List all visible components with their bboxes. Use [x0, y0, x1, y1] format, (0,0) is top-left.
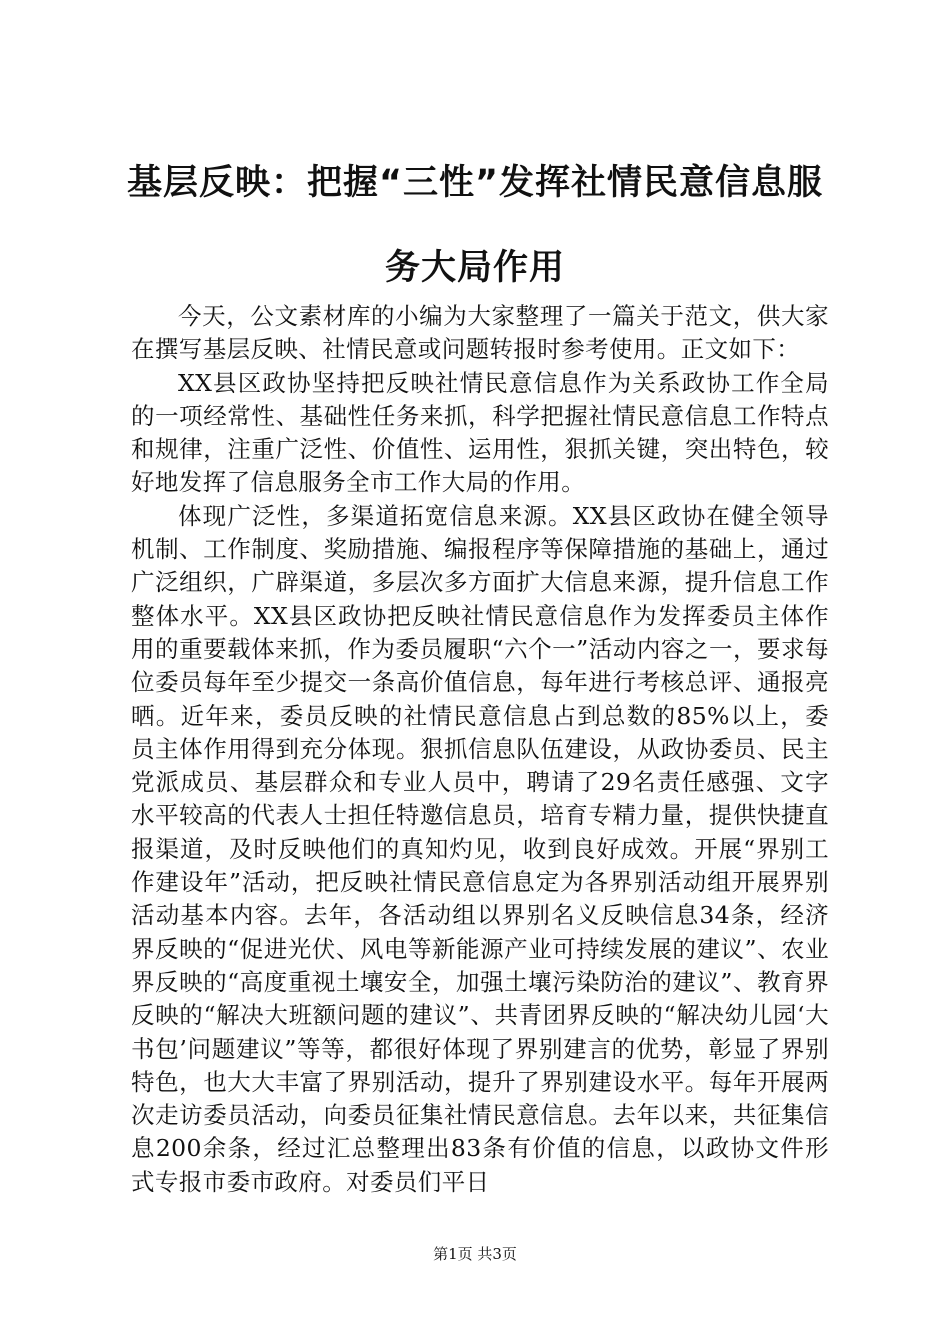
- document-title-line-2: 务大局作用: [384, 248, 565, 288]
- document-title-line-1: 基层反映：把握“三性”发挥社情民意信息服: [126, 163, 823, 203]
- paragraph-breadth: 体现广泛性，多渠道拓宽信息来源。XX县区政协在健全领导机制、工作制度、奖励措施、编报程序等保障措施的基础上，通过广泛组织，广辟渠道，多层次多方面扩大信息来源，提升信息工作整体水平。XX县区政协把反映社情民意信息作为发挥委员主体作用的重要载体来抓，作为委员履职“六个一”活动内容之一，要求每位委员每年至少提交一条高价值信息，每年进行考核总评、通报亮晒。近年来，委员反映的社情民意信息占到总数的85%以上，委员主体作用得到充分体现。狠抓信息队伍建设，从政协委员、民主党派成员、基层群众和专业人员中，聘请了29名责任感强、文字水平较高的代表人士担任特邀信息员，培育专精力量，提供快捷直报渠道，及时反映他们的真知灼见，收到良好成效。开展“界别工作建设年”活动，把反映社情民意信息定为各界别活动组开展界别活动基本内容。去年，各活动组以界别名义反映信息34条，经济界反映的“促进光伏、风电等新能源产业可持续发展的建议”、农业界反映的“高度重视土壤安全，加强土壤污染防治的建议”、教育界反映的“解决大班额问题的建议”、共青团界反映的“解决幼儿园‘大书包’问题建议”等等，都很好体现了界别建言的优势，彰显了界别特色，也大大丰富了界别活动，提升了界别建设水平。每年开展两次走访委员活动，向委员征集社情民意信息。去年以来，共征集信息200余条，经过汇总整理出83条有价值的信息，以政协文件形式专报市委市政府。对委员们平日: [131, 501, 829, 1196]
- paragraph-intro: 今天，公文素材库的小编为大家整理了一篇关于范文，供大家在撰写基层反映、社情民意或问题转报时参考使用。正文如下：: [131, 302, 829, 364]
- paragraph-overview: XX县区政协坚持把反映社情民意信息作为关系政协工作全局的一项经常性、基础性任务来抓，科学把握社情民意信息工作特点和规律，注重广泛性、价值性、运用性，狠抓关键，突出特色，较好地发挥了信息服务全市工作大局的作用。: [131, 368, 829, 497]
- page-number-footer: 第1页 共3页: [433, 1245, 517, 1263]
- document-body: [131, 300, 829, 1199]
